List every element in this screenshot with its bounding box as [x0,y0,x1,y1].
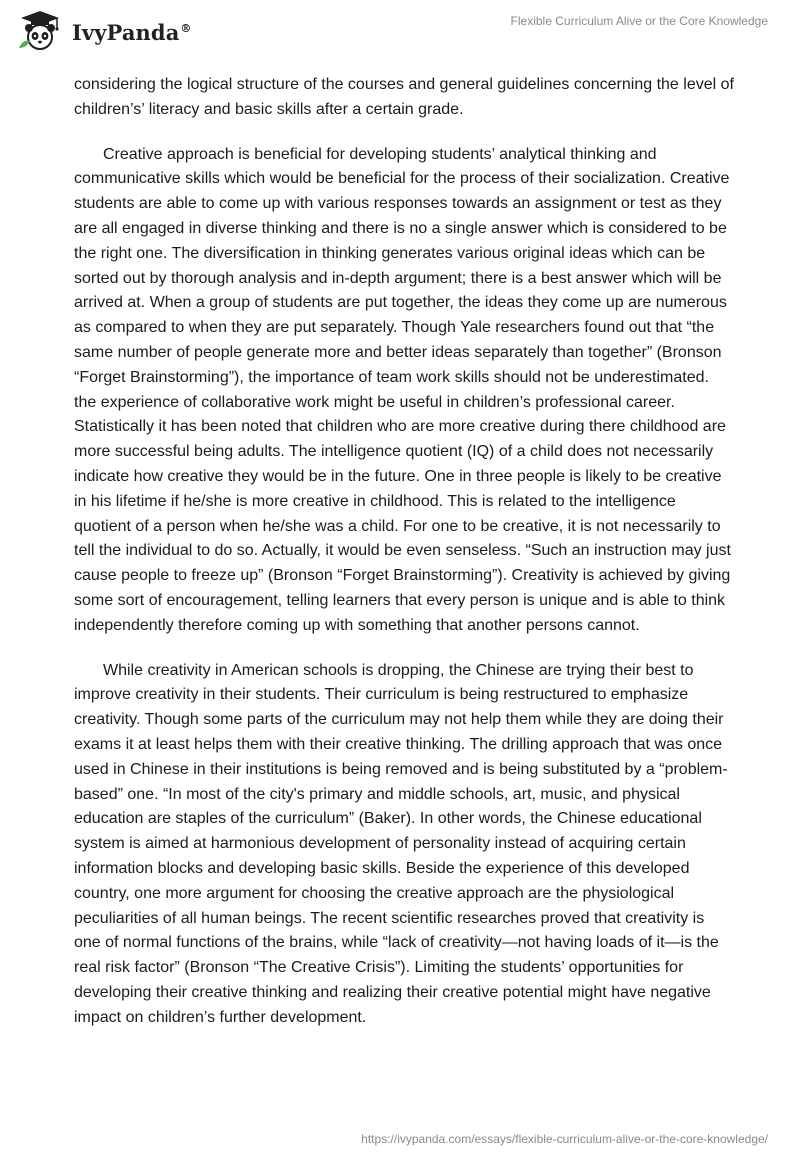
document-title: Flexible Curriculum Alive or the Core Knowledge [510,14,768,28]
source-url[interactable]: https://ivypanda.com/essays/flexible-curriculum-alive-or-the-core-knowledge/ [361,1132,768,1146]
page-header [0,0,800,64]
panda-graduate-icon [14,8,66,52]
paragraph: While creativity in American schools is dropping, the Chinese are trying their best to improve creativity in their students. Their curriculum is being restructured to emphasize creativity. Though some parts of the curriculum may not help them while they are doing their exams it at least helps them with their creative thinking. The drilling approach that was once used in Chinese in their institutions is being removed and is being substituted by a “problem-based” one. “In most of the city's primary and middle schools, art, music, and physical education are staples of the curriculum” (Baker). In other words, the Chinese educational system is aimed at harmonious development of personality instead of acquiring certain information blocks and developing basic skills. Beside the experience of this developed country, one more argument for choosing the creative approach are the physiological peculiarities of all human beings. The recent scientific researches proved that creativity is one of normal functions of the brains, while “lack of creativity—not having loads of it—is the real risk factor” (Bronson “The Creative Crisis”). Limiting the students’ opportunities for developing their creative thinking and realizing their creative potential might have negative impact on children’s further development. [74,661,728,1026]
registered-mark: ® [180,21,192,35]
brand-name: IvyPanda® [72,19,192,45]
paragraph-continued: considering the logical structure of the courses and general guidelines concerning the level of children’s’ literacy and basic skills after a certain grade. [74,76,734,118]
paragraph: Creative approach is beneficial for developing students’ analytical thinking and communicative skills which would be beneficial for the process of their socialization. Creative students are able to come up with various responses towards an assignment or test as they are all engaged in diverse thinking and there is no a single answer which is considered to be the right one. The diversification in thinking generates various original ideas which can be sorted out by thorough analysis and in-depth argument; there is a best answer which will be arrived at. When a group of students are put together, the ideas they come up are numerous as compared to when they are put separately. Though Yale researchers found out that “the same number of people generate more and better ideas separately than together” (Bronson “Forget Brainstorming”), the importance of team work skills should not be underestimated. the experience of collaborative work might be useful in children’s professional career. Statistically it has been noted that children who are more creative during there childhood are more successful being adults. The intelligence quotient (IQ) of a child does not necessarily indicate how creative they would be in the future. One in three people is likely to be creative in his lifetime if he/she is more creative in childhood. This is related to the intelligence quotient of a person when he/she was a child. For one to be creative, it is not necessarily to tell the individual to do so. Actually, it would be even senseless. “Such an instruction may just cause people to freeze up” (Bronson “Forget Brainstorming”). Creativity is achieved by giving some sort of encouragement, telling learners that every person is unique and is able to think independently therefore coming up with something that another persons cannot. [74,145,731,634]
brand-logo[interactable] [14,8,192,52]
essay-body [74,73,734,1050]
